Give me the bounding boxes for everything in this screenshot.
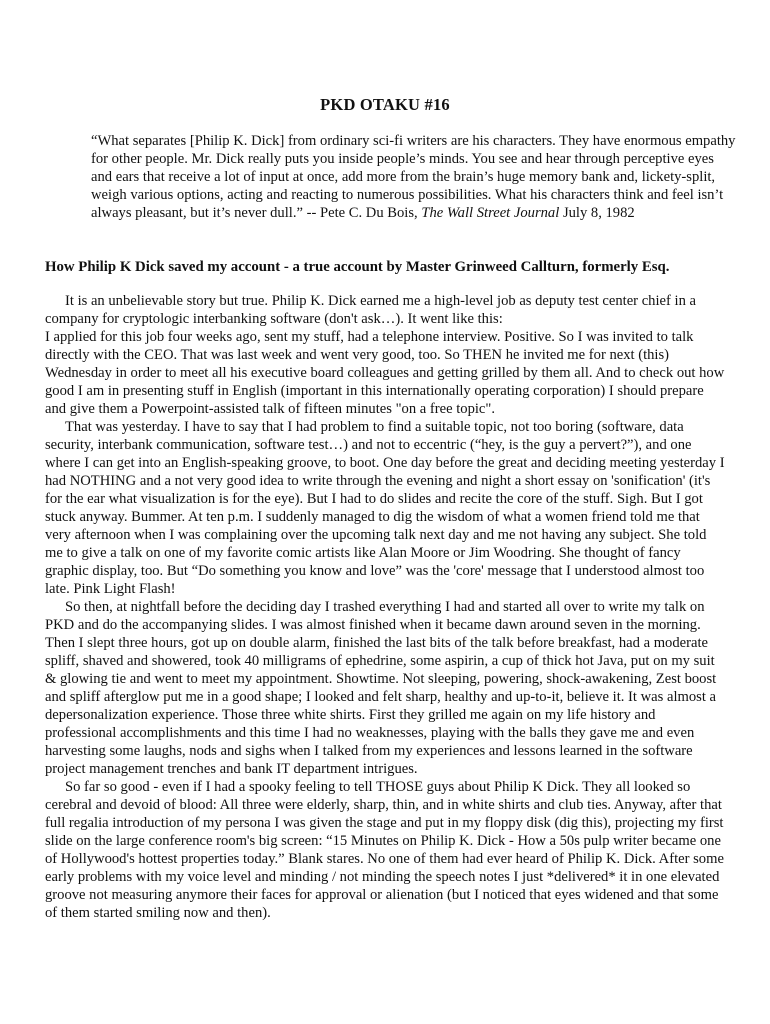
article-body (45, 292, 726, 922)
epigraph-quote (91, 132, 736, 222)
epigraph-text: “What separates [Philip K. Dick] from ordinary sci-fi writers are his characters. They have enormous empathy for other people. Mr. Dick really puts you inside people’s minds. You see and hear through perceptive eyes and ears that receive a lot of input at once, add more from the brain’s huge memory bank and, lickety-split, weigh various options, acting and reacting to numerous possibilities. What his characters think and feel isn’t always pleasant, but it’s never dull.” -- Pete C. Du Bois, (91, 133, 736, 221)
paragraph: I applied for this job four weeks ago, sent my stuff, had a telephone interview. Positive. So I was invited to talk directly with the CEO. That was last week and went very good, too. So THEN he invited me for next (this) Wednesday in order to meet all his executive board colleagues and getting grilled by them all. And to check out how good I am in presenting stuff in English (important in this internationally operating corporation) I should prepare and give them a Powerpoint-assisted talk of fifteen minutes "on a free topic". (45, 329, 725, 417)
paragraph: That was yesterday. I have to say that I had problem to find a suitable topic, not too boring (software, data security, interbank communication, software test…) and not to eccentric (“hey, is the guy a pervert?”), and one where I can get into an English-speaking groove, to boot. One day before the great and deciding meeting yesterday I had NOTHING and a not very good idea to write through the evening and night a short essay on 'sonification' (it's for the ear what visualization is for the eye). But I had to do slides and recite the core of the stuff. Sigh. But I got stuck anyway. Bummer. At ten p.m. I suddenly managed to dig the wisdom of what a women friend told me that very afternoon when I was complaining over the upcoming talk next day and me not having any subject. She told me to give a talk on one of my favorite comic artists like Alan Moore or Jim Woodring. She thought of fancy graphic display, too. But “Do something you know and love” was the 'core' message that I understood almost too late. Pink Light Flash! (45, 419, 725, 597)
paragraph: So far so good - even if I had a spooky feeling to tell THOSE guys about Philip K Dick. They all looked so cerebral and devoid of blood: All three were elderly, sharp, thin, and in white shirts and club ties. Anyway, after that full regalia introduction of my persona I was given the stage and put in my floppy disk (dig this), projecting my first slide on the large conference room's big screen: “15 Minutes on Philip K. Dick - How a 50s pulp writer became one of Hollywood's hottest properties today.” Blank stares. No one of them had ever heard of Philip K. Dick. After some early problems with my voice level and minding / not minding the speech notes I just *delivered* it in one elevated groove not measuring anymore their faces for approval or alienation (but I noticed that eyes widened and that some of them started smiling now and then). (45, 779, 724, 921)
paragraph: It is an unbelievable story but true. Philip K. Dick earned me a high-level job as deputy test center chief in a company for cryptologic interbanking software (don't ask…). It went like this: (45, 293, 696, 327)
article-heading: How Philip K Dick saved my account - a true account by Master Grinweed Callturn, formerly Esq. (45, 259, 670, 275)
epigraph-date: July 8, 1982 (559, 205, 635, 221)
paragraph: So then, at nightfall before the deciding day I trashed everything I had and started all over to write my talk on PKD and do the accompanying slides. I was almost finished when it became dawn around seven in the morning. Then I slept three hours, got up on double alarm, finished the last bits of the talk before breakfast, had a moderate spliff, shaved and showered, took 40 milligrams of ephedrine, some aspirin, a cup of thick hot Java, put on my suit & glowing tie and went to meet my appointment. Showtime. Not sleeping, powering, shock-awakening, Zest boost and spliff afterglow put me in a good shape; I looked and felt sharp, healthy and up-to-it, believe it. It was almost a depersonalization experience. Those three white shirts. First they grilled me again on my life history and professional accomplishments and this time I had no weaknesses, playing with the balls they gave me and even harvesting some laughs, nods and sighs when I talked from my experiences and lessons learned in the software project management trenches and bank IT department intrigues. (45, 599, 717, 777)
page-title: PKD OTAKU #16 (320, 95, 450, 114)
epigraph-source: The Wall Street Journal (421, 205, 560, 221)
